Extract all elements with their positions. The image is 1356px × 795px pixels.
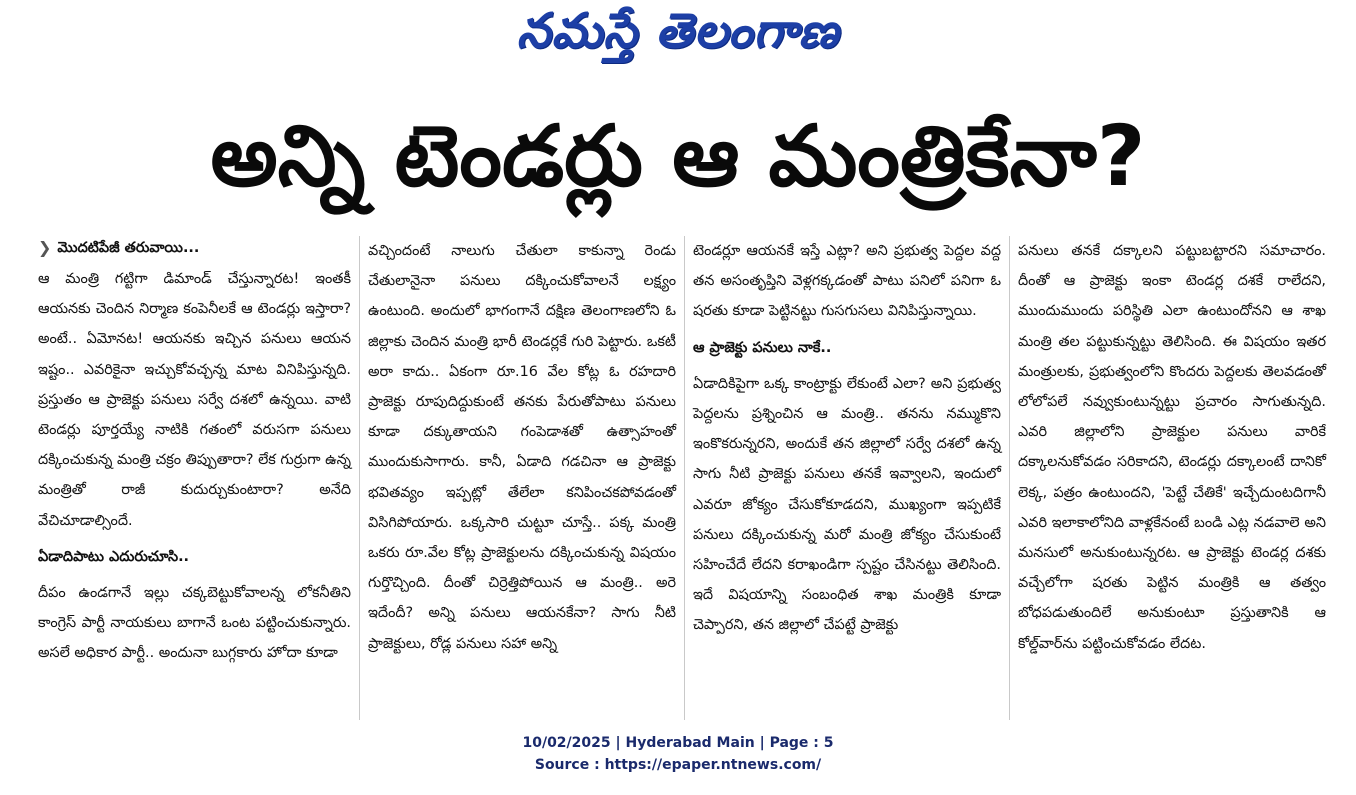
article-body <box>34 236 1334 720</box>
continued-label: మొదటిపేజీ తరువాయి... <box>57 240 200 256</box>
masthead <box>0 4 1356 70</box>
chevron-right-icon: ❯ <box>38 238 52 257</box>
continued-from-front-page <box>38 236 351 260</box>
page-footer <box>0 732 1356 776</box>
newspaper-logo: నమస్తే తెలంగాణ <box>516 3 840 59</box>
headline-text: అన్ని టెండర్లు ఆ మంత్రికేనా? <box>210 107 1146 205</box>
paragraph: టెండర్లూ ఆయనకే ఇస్తే ఎట్లా? అని ప్రభుత్వ పెద్దల వద్ద తన అసంతృప్తిని వెళ్లగక్కడంతో పాటు పనిలో పనిగా ఓ షరతు కూడా పెట్టినట్టు గుసగుసలు వినిపిస్తున్నాయి. <box>693 243 1001 320</box>
subheading: ఏడాదిపాటు ఎదురుచూసి.. <box>38 548 190 565</box>
article-column-3 <box>684 236 1009 720</box>
paragraph: ఆ మంత్రి గట్టిగా డిమాండ్ చేస్తున్నారట! ఇంతకీ ఆయనకు చెందిన నిర్మాణ కంపెనీలకే ఆ టెండర్లు ఇస్తారా? అంటే.. ఏమోనట! ఆయనకు ఇచ్చిన పనులు ఆయన ఇష్టం.. ఎవరికైనా ఇచ్చుకోవచ్చన్న మాట వినిపిస్తున్నది. ప్రస్తుతం ఆ ప్రాజెక్టు పనులు సర్వే దశలో ఉన్నయి. వాటి టెండర్లు పూర్తయ్యే నాటికి గతంలో వరుసగా పనులు దక్కించుకున్న మంత్రి చక్రం తిప్పుతారా? లేక గుర్రుగా ఉన్న మంత్రితో రాజీ కుదుర్చుకుంటారా? అనేది వేచిచూడాల్సిందే. <box>38 271 351 529</box>
paragraph: పనులు తనకే దక్కాలని పట్టుబట్టారని సమాచారం. దీంతో ఆ ప్రాజెక్టు ఇంకా టెండర్ల దశకే రాలేదని, ముందుముందు పరిస్థితి ఎలా ఉంటుందోనని ఆ శాఖ మంత్రి తల పట్టుకున్నట్టు తెలిసింది. ఈ విషయం ఇతర మంత్రులకు, ప్రభుత్వంలోని కొందరు పెద్దలకు తెలవడంతో లోలోపలే నవ్వుకుంటున్నట్టు ప్రచారం సాగుతున్నది. ఎవరి జిల్లాలోని ప్రాజెక్టుల పనులు వారికే దక్కాలనుకోవడం సరికాదని, టెండర్లు దక్కాలంటే దానికో లెక్క, పత్రం ఉంటుందని, 'పెట్టే చేతికే' ఇచ్చేదుంటదిగానీ ఎవరి ఇలాకాలోనిది వాళ్లకేనంటే బండి ఎట్ల నడవాలె అని మనసులో అనుకుంటున్నరట. ఆ ప్రాజెక్టు టెండర్ల దశకు వచ్చేలోగా షరతు పెట్టిన మంత్రికి ఆ తత్వం బోధపడుతుందిలే అనుకుంటూ ప్రస్తుతానికి ఆ కోల్డ్‌వార్‌ను పట్టించుకోవడం లేదట. <box>1018 243 1326 652</box>
paragraph: దీపం ఉండగానే ఇల్లు చక్కబెట్టుకోవాలన్న లోకనీతిని కాంగ్రెస్ పార్టీ నాయకులు బాగానే ఒంట పట్టించుకున్నారు. అసలే అధికార పార్టీ.. అందునా బుగ్గకారు హోదా కూడా <box>38 585 351 662</box>
edition-info: 10/02/2025 | Hyderabad Main | Page : 5 <box>522 735 834 751</box>
article-column-4 <box>1009 236 1334 720</box>
article-column-1 <box>34 236 359 720</box>
headline <box>20 96 1336 216</box>
source-link[interactable]: Source : https://epaper.ntnews.com/ <box>534 757 822 773</box>
paragraph: ఏడాదికిపైగా ఒక్క కాంట్రాక్టు లేకుంటే ఎలా? అని ప్రభుత్వ పెద్దలను ప్రశ్నించిన ఆ మంత్రి.. తనను నమ్ముకొని ఇంకొకరున్నరని, అందుకే తన జిల్లాలో సర్వే దశలో ఉన్న సాగు నీటి ప్రాజెక్టు పనులు తనకే ఇవ్వాలని, ఇందులో ఎవరూ జోక్యం చేసుకోకూడదని, ముఖ్యంగా ఇప్పటికే పనులు దక్కించుకున్న మరో మంత్రి జోక్యం చేసుకుంటే సహించేదే లేదని కరాఖండిగా స్పష్టం చేసినట్టు తెలిసింది. ఇదే విషయాన్ని సంబంధిత శాఖ మంత్రికి కూడా చెప్పారని, తన జిల్లాలో చేపట్టే ప్రాజెక్టు <box>693 375 1001 634</box>
subheading: ఆ ప్రాజెక్టు పనులు నాకే.. <box>693 339 832 356</box>
article-column-2 <box>359 236 684 720</box>
paragraph: వచ్చిందంటే నాలుగు చేతులా కాకున్నా రెండు చేతులానైనా పనులు దక్కించుకోవాలనే లక్ష్యం ఉంటుంది. అందులో భాగంగానే దక్షిణ తెలంగాణలోని ఓ జిల్లాకు చెందిన మంత్రి భారీ టెండర్లకే గురి పెట్టారు. ఒకటీ అరా కాదు.. ఏకంగా రూ.16 వేల కోట్ల ఓ రహదారి ప్రాజెక్టు రూపుదిద్దుకుంటే తనకు పేరుతోపాటు పనులు కూడా దక్కుతాయని గంపెడాశతో ఉత్సాహంతో ముందుకుసాగారు. కానీ, ఏడాది గడచినా ఆ ప్రాజెక్టు భవితవ్యం ఇప్పట్లో తేలేలా కనిపించకపోవడంతో విసిగిపోయారు. ఒక్కసారి చుట్టూ చూస్తే.. పక్క మంత్రి ఒకరు రూ.వేల కోట్ల ప్రాజెక్టులను దక్కించుకున్న విషయం గుర్తొచ్చింది. దీంతో చిర్రెత్తిపోయిన ఆ మంత్రి.. అరె ఇదేందీ? అన్ని పనులు ఆయనకేనా? సాగు నీటి ప్రాజెక్టులు, రోడ్ల పనులు సహా అన్ని <box>368 243 676 652</box>
